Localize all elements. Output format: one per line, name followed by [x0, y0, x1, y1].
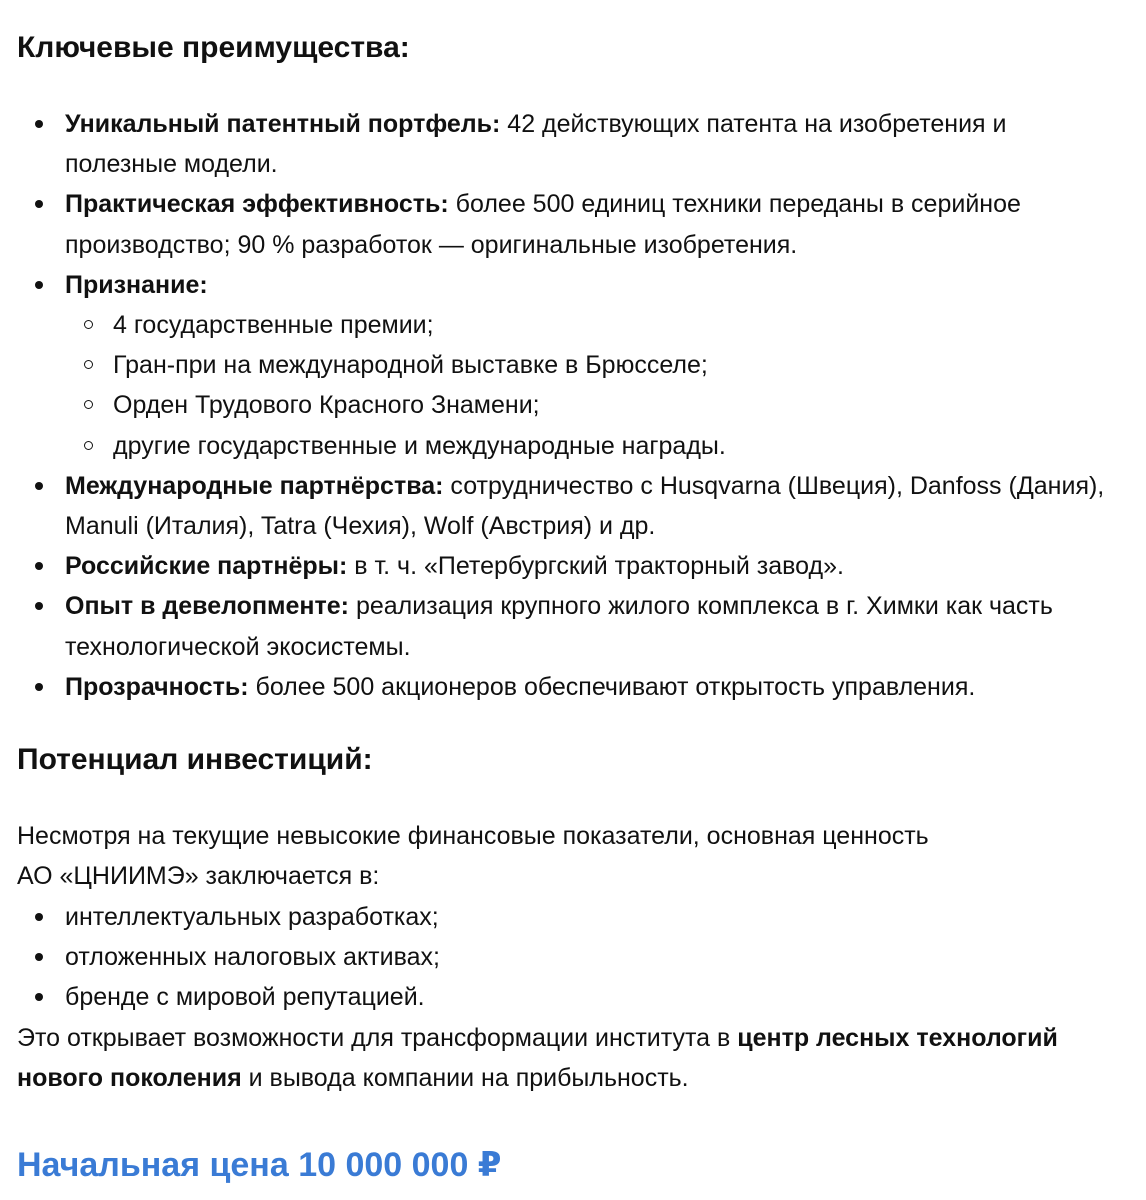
intro-line-2: АО «ЦНИИМЭ» заключается в:: [17, 862, 380, 891]
advantages-heading: Ключевые преимущества:: [17, 31, 410, 64]
outro-text-before: Это открывает возможности для трансформации института в: [17, 1024, 738, 1052]
item-label: Прозрачность:: [65, 672, 249, 701]
list-item-patents: [0, 104, 1115, 184]
starting-price: Начальная цена 10 000 000 ₽: [17, 1146, 502, 1184]
item-text: более 500 единиц техники переданы в серийное производство; 90 % разработок — оригинальные изобретения.: [65, 190, 1021, 259]
item-label: Международные партнёрства:: [65, 471, 444, 500]
item-label: Практическая эффективность:: [65, 190, 449, 219]
list-item-international-partners: [0, 466, 1115, 546]
investment-outro: [17, 1018, 1097, 1098]
list-item-development: [0, 586, 1115, 666]
recognition-sublist: [65, 305, 1115, 466]
item-label: Российские партнёры:: [65, 552, 348, 581]
item-label: Уникальный патентный портфель:: [65, 110, 501, 138]
investment-list: [0, 897, 1140, 1018]
outro-text-after: и вывода компании на прибыльность.: [241, 1064, 689, 1093]
list-item-transparency: [0, 667, 1115, 707]
list-item-russian-partners: [0, 546, 1115, 586]
sublist-item: другие государственные и международные награды.: [65, 426, 1115, 466]
item-label: Признание:: [65, 270, 208, 299]
advantages-list: [0, 104, 1140, 707]
list-item-recognition: [0, 265, 1115, 466]
item-label: Опыт в девелопменте:: [65, 592, 350, 621]
list-item: отложенных налоговых активах;: [0, 937, 1115, 977]
list-item: интеллектуальных разработках;: [0, 897, 1115, 937]
item-text: реализация крупного жилого комплекса в г. Химки как часть технологической экосистемы.: [65, 592, 1053, 661]
sublist-item: Орден Трудового Красного Знамени;: [65, 385, 1115, 425]
sublist-item: Гран-при на международной выставке в Брюсселе;: [65, 345, 1115, 385]
list-item: бренде с мировой репутацией.: [0, 977, 1115, 1017]
intro-line-1: Несмотря на текущие невысокие финансовые показатели, основная ценность: [17, 822, 929, 850]
item-text: в т. ч. «Петербургский тракторный завод».: [347, 552, 844, 581]
item-text: сотрудничество с Husqvarna (Швеция), Danfoss (Дания), Manuli (Италия), Tatra (Чехия), Wolf (Австрия) и др.: [65, 471, 1105, 541]
investment-intro: [17, 816, 1097, 896]
item-text: более 500 акционеров обеспечивают открытость управления.: [248, 672, 976, 701]
investment-heading: Потенциал инвестиций:: [17, 743, 373, 776]
outro-bold-text: центр лесных технологий нового поколения: [17, 1024, 1058, 1093]
list-item-efficiency: [0, 184, 1115, 264]
sublist-item: 4 государственные премии;: [65, 305, 1115, 345]
item-text: 42 действующих патента на изобретения и полезные модели.: [65, 110, 1007, 179]
